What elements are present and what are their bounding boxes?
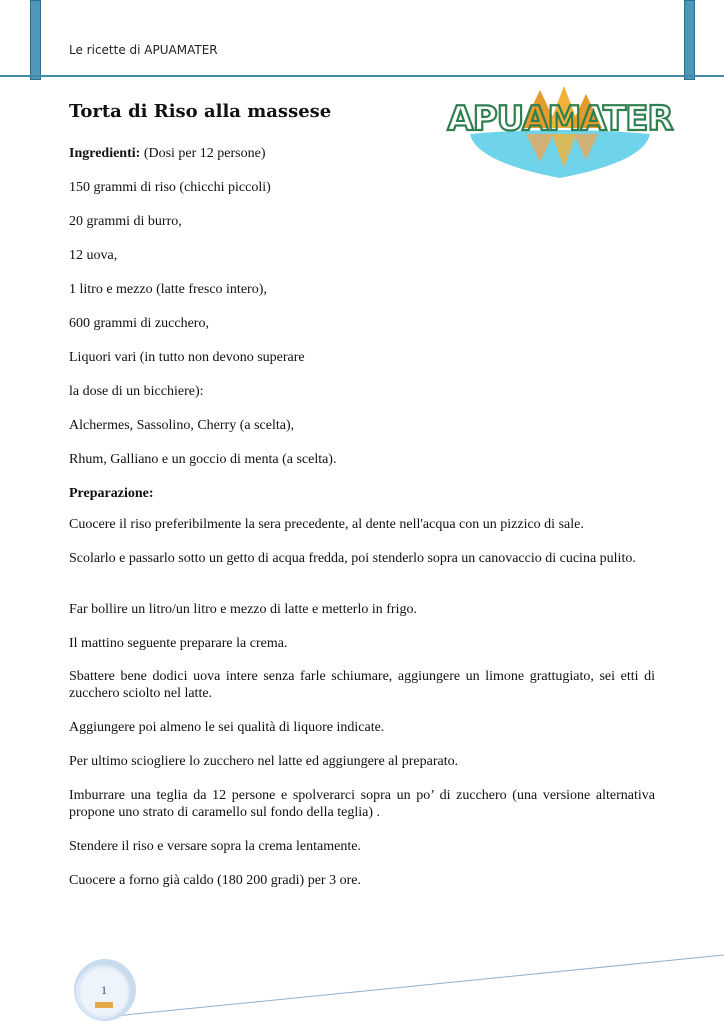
ingredient-item: la dose di un bicchiere): [69,384,204,399]
ingredients-label: Ingredienti: [69,146,141,161]
preparation-step: Far bollire un litro/un litro e mezzo di latte e metterlo in frigo. [69,602,417,617]
ingredient-item: Liquori vari (in tutto non devono superare [69,350,305,365]
ingredients-note: (Dosi per 12 persone) [140,146,266,161]
ingredient-item: 12 uova, [69,248,118,263]
preparation-step: Sbattere bene dodici uova intere senza farle schiumare, aggiungere un limone grattugiato, sei etti di zucchero sciolto nel latte. [69,669,655,701]
ingredient-item: 20 grammi di burro, [69,214,182,229]
ingredient-item: Alchermes, Sassolino, Cherry (a scelta), [69,418,295,433]
page-number: 1 [101,983,107,997]
preparation-step: Cuocere a forno già caldo (180 200 gradi) per 3 ore. [69,873,361,888]
svg-text:APUAMATER: APUAMATER [447,99,673,139]
preparation-step: Il mattino seguente preparare la crema. [69,636,288,651]
preparation-step: Per ultimo sciogliere lo zucchero nel latte ed aggiungere al preparato. [69,754,459,769]
preparation-step: Stendere il riso e versare sopra la crema lentamente. [69,839,361,854]
preparation-step: Aggiungere poi almeno le sei qualità di liquore indicate. [69,720,385,735]
ingredient-item: 1 litro e mezzo (latte fresco intero), [69,282,267,297]
recipe-title: Torta di Riso alla massese [69,101,332,122]
ingredient-item: Rhum, Galliano e un goccio di menta (a scelta). [69,452,337,467]
ingredient-item: 600 grammi di zucchero, [69,316,209,331]
preparation-step: Cuocere il riso preferibilmente la sera precedente, al dente nell'acqua con un pizzico di sale. [69,517,584,532]
ingredient-item: 150 grammi di riso (chicchi piccoli) [69,180,271,195]
preparation-step: Scolarlo e passarlo sotto un getto di acqua fredda, poi stenderlo sopra un canovaccio di cucina pulito. [69,551,636,566]
header-text: Le ricette di APUAMATER [69,43,218,57]
preparation-step: Imburrare una teglia da 12 persone e spolverarci sopra un po’ di zucchero (una versione alternativa propone uno strato di caramello sul fondo della teglia) . [69,788,655,820]
preparation-label: Preparazione: [69,486,154,501]
